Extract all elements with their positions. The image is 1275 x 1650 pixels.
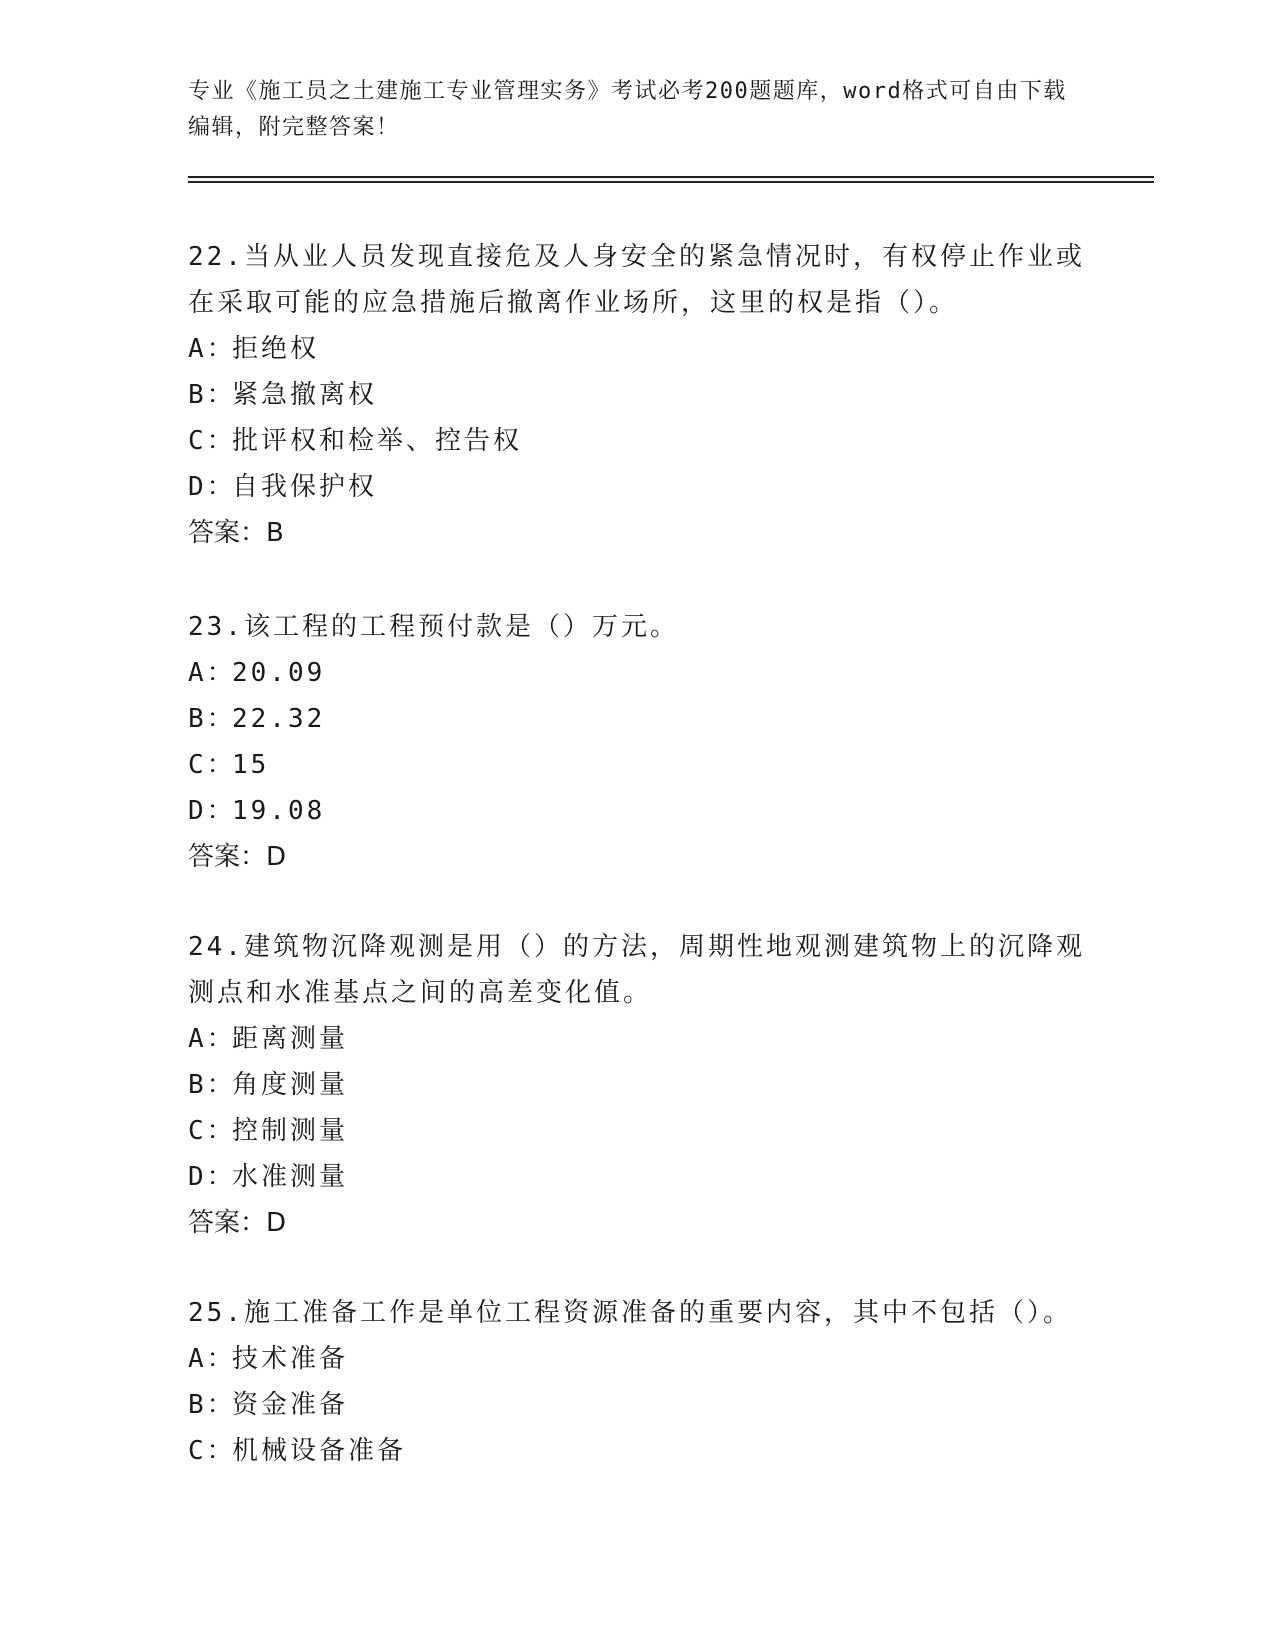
option-text: 15 [232, 750, 270, 780]
question-22 [188, 234, 1088, 556]
question-25 [188, 1290, 1088, 1474]
header-divider-bottom [188, 181, 1154, 183]
question-stem: 23.该工程的工程预付款是（）万元。 [188, 612, 679, 642]
header-divider-top [188, 176, 1154, 178]
question-stem: 22.当从业人员发现直接危及人身安全的紧急情况时，有权停止作业或在采取可能的应急措施后撤离作业场所，这里的权是指（）。 [188, 242, 1085, 318]
option-text: 批评权和检举、控告权 [232, 426, 523, 456]
document-header: 专业《施工员之土建施工专业管理实务》考试必考200题题库，word格式可自由下载编辑，附完整答案！ [188, 79, 1067, 140]
option-text: 角度测量 [232, 1070, 349, 1100]
option-key: C： [188, 426, 236, 456]
option-text: 19.08 [232, 796, 326, 826]
option-key: C： [188, 1116, 236, 1146]
option-a [188, 1336, 1088, 1382]
option-key: D： [188, 796, 236, 826]
option-key: C： [188, 750, 236, 780]
option-text: 22.32 [232, 704, 326, 734]
option-text: 紧急撤离权 [232, 380, 378, 410]
option-text: 机械设备准备 [232, 1436, 407, 1466]
option-key: A： [188, 1024, 236, 1054]
option-text: 20.09 [232, 658, 326, 688]
option-a [188, 650, 1088, 696]
option-text: 控制测量 [232, 1116, 349, 1146]
option-key: A： [188, 658, 236, 688]
option-key: A： [188, 334, 236, 364]
option-b [188, 372, 1088, 418]
option-b [188, 1382, 1088, 1428]
option-text: 自我保护权 [232, 472, 378, 502]
option-text: 拒绝权 [232, 334, 320, 364]
option-text: 资金准备 [232, 1390, 349, 1420]
option-c [188, 742, 1088, 788]
option-d [188, 1154, 1088, 1200]
option-key: B： [188, 1390, 236, 1420]
option-text: 技术准备 [232, 1344, 349, 1374]
option-b [188, 696, 1088, 742]
question-stem: 25.施工准备工作是单位工程资源准备的重要内容，其中不包括（）。 [188, 1298, 1072, 1328]
option-c [188, 1428, 1088, 1474]
answer-line: 答案：B [188, 518, 284, 548]
option-key: B： [188, 704, 236, 734]
answer-line: 答案：D [188, 842, 287, 872]
option-text: 距离测量 [232, 1024, 349, 1054]
option-d [188, 788, 1088, 834]
option-key: C： [188, 1436, 236, 1466]
option-a [188, 1016, 1088, 1062]
option-b [188, 1062, 1088, 1108]
option-key: B： [188, 380, 236, 410]
option-key: D： [188, 472, 236, 502]
option-key: B： [188, 1070, 236, 1100]
option-key: A： [188, 1344, 236, 1374]
answer-line: 答案：D [188, 1208, 287, 1238]
question-stem: 24.建筑物沉降观测是用（）的方法，周期性地观测建筑物上的沉降观测点和水准基点之间的高差变化值。 [188, 932, 1085, 1008]
option-key: D： [188, 1162, 236, 1192]
question-23 [188, 604, 1088, 880]
question-24 [188, 924, 1088, 1246]
option-a [188, 326, 1088, 372]
option-c [188, 418, 1088, 464]
option-c [188, 1108, 1088, 1154]
option-text: 水准测量 [232, 1162, 349, 1192]
option-d [188, 464, 1088, 510]
